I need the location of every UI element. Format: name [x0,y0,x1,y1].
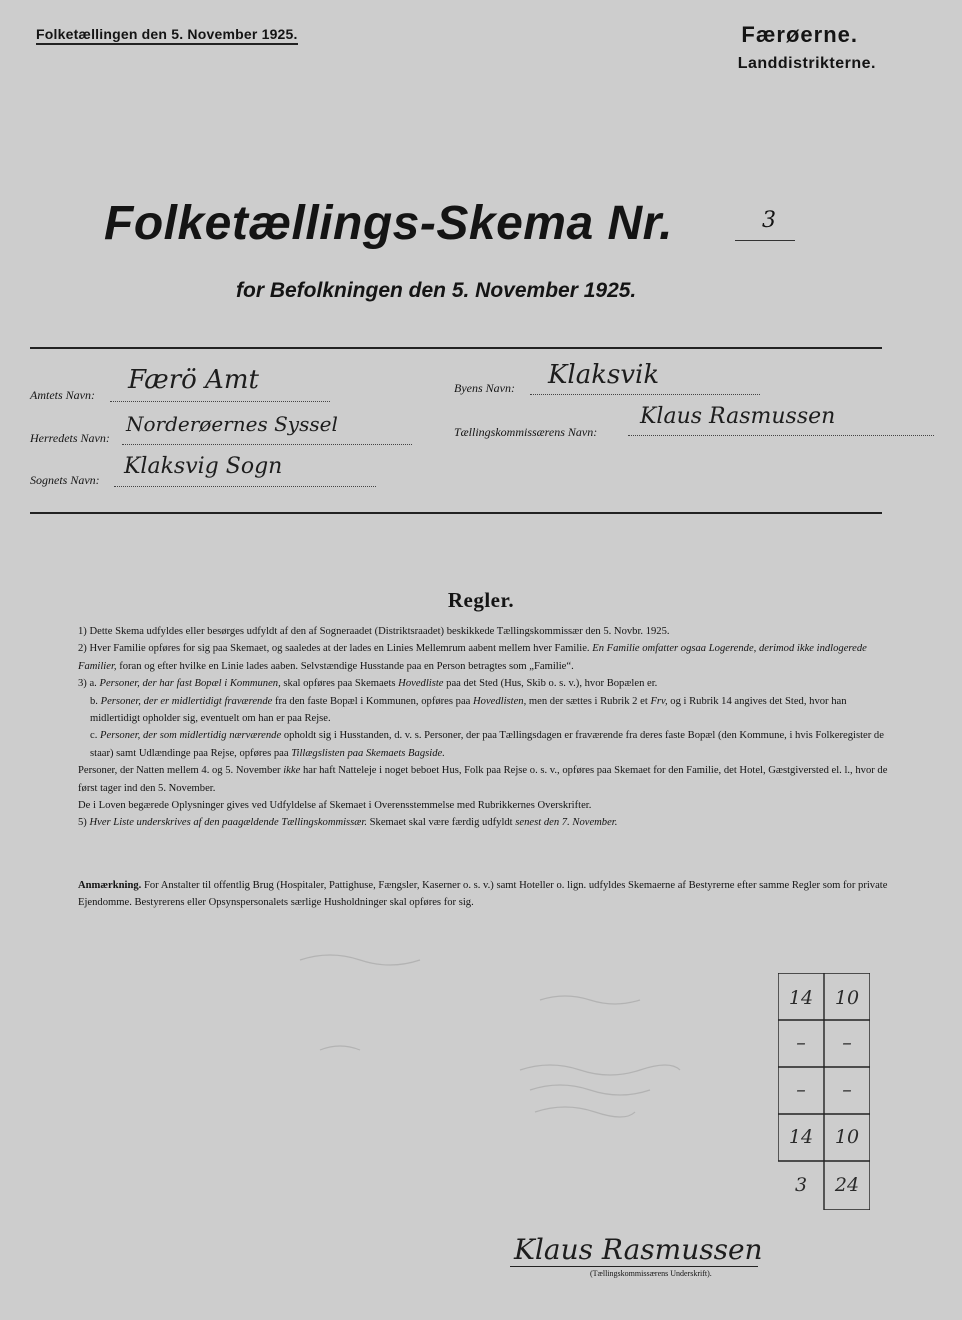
commissioner-signature: Klaus Rasmussen [514,1233,763,1266]
amt-line [110,401,330,402]
rules-heading: Regler. [447,588,515,612]
by-line [530,394,760,395]
amt-value: Færö Amt [128,365,259,395]
form-number-line [735,240,795,241]
tally-r3-c1: – [796,1079,806,1101]
rule-3b: b. Personer, der er midlertidigt fraværende fra den faste Bopæl i Kommunen, opføres paa Hovedlisten, men der sættes i Rubrik 2 et Frv, og i Rubrik 14 angives det Sted, hvor han midlertidigt opholder sig, eventuelt om han er paa Rejse. [90,695,847,725]
tally-r3-c2: – [842,1079,852,1101]
tally-r4-c2: 10 [834,1126,860,1148]
top-divider [30,347,882,349]
tally-r4-c1: 14 [788,1126,814,1148]
rule-4: Personer, der Natten mellem 4. og 5. November ikke har haft Natteleje i noget beboet Hus, Folk paa Rejse o. s. v., opføres paa Skemaet for den Familie, det Hotel, Gæstgiversted el. l., hvor de først tager ind den 5. November. [78,765,888,794]
rule-1: 1) Dette Skema udfyldes eller besørges udfyldt af den af Sogneraadet (Distriktsraadet) beskikkede Tællingskommissær den 5. Novbr. 1925. [78,626,670,637]
tally-r2-c1: – [796,1032,806,1054]
rule-loven: De i Loven begærede Oplysninger gives ved Udfyldelse af Skemaet i Overensstemmelse med Rubrikkernes Overskrifter. [78,800,592,812]
sogn-label: Sognets Navn: [30,473,100,487]
by-label: Byens Navn: [454,381,515,395]
bleed-through-marks [280,940,700,1180]
rule-2: 2) Hver Familie opføres for sig paa Skemaet, og saaledes at der lades en Linies Mellemrum aabent mellem hver Familie. En Familie omfatter ogsaa Logerende, derimod ikke indlogerede Familier, foran og efter hvilke en Linie lades aaben. Selvstændige Husstande paa en Person betragtes som „Familie“. [78,643,867,672]
tally-r1-c1: 14 [788,987,814,1009]
note-text: Anmærkning. For Anstalter til offentlig Brug (Hospitaler, Pattighuse, Fængsler, Kaserner o. s. v.) samt Hoteller o. lign. udfyldes Skemaerne af Bestyrerne efter samme Regler som for private Ejendomme. Bestyrerens eller Opsynspersonalets særlige Husholdninger skal opføres for sig. [78,880,888,909]
amt-label: Amtets Navn: [30,388,95,402]
kommissaer-label: Tællingskommissærens Navn: [454,425,598,439]
herred-line [122,444,412,445]
sogn-line [114,486,376,487]
herred-label: Herredets Navn: [30,431,110,445]
tally-r5-c1: 3 [794,1174,808,1196]
form-title: Folketællings-Skema Nr. [104,197,674,250]
census-date-header: Folketællingen den 5. November 1925. [36,26,298,45]
form-number: 3 [762,208,776,233]
rule-3c: c. Personer, der som midlertidig nærværende opholdt sig i Husstanden, d. v. s. Personer, der paa Tællingsdagen er fraværende fra deres faste Bopæl (den Kommune, i hvis Folkeregister de staar) samt Udlændinge paa Rejse, opføres paa Tillægslisten paa Skemaets Bagside. [90,730,884,759]
rules-text [30,623,890,832]
rule-3a: 3) a. Personer, der har fast Bopæl i Kommunen, skal opføres paa Skemaets Hovedliste paa det Sted (Hus, Skib o. s. v.), hvor Bopælen er. [78,678,658,690]
rule-5: 5) Hver Liste underskrives af den paagældende Tællingskommissær. Skemaet skal være færdig udfyldt senest den 7. November. [78,817,618,829]
form-subtitle: for Befolkningen den 5. November 1925. [236,279,637,302]
district-header: Landdistrikterne. [737,55,876,72]
herred-value: Norderøernes Syssel [126,412,338,436]
tally-r5-c2: 24 [834,1174,860,1196]
region-header: Færøerne. [741,22,858,47]
signature-caption: (Tællingskommissærens Underskrift). [590,1269,712,1278]
by-value: Klaksvik [548,360,660,390]
tally-box [778,973,870,1210]
tally-r2-c2: – [842,1032,852,1054]
tally-r1-c2: 10 [834,987,860,1009]
bottom-divider [30,512,882,514]
signature-line [510,1266,758,1267]
sogn-value: Klaksvig Sogn [124,454,283,479]
note-block [30,877,890,912]
kommissaer-line [628,435,934,436]
kommissaer-value: Klaus Rasmussen [640,404,836,429]
